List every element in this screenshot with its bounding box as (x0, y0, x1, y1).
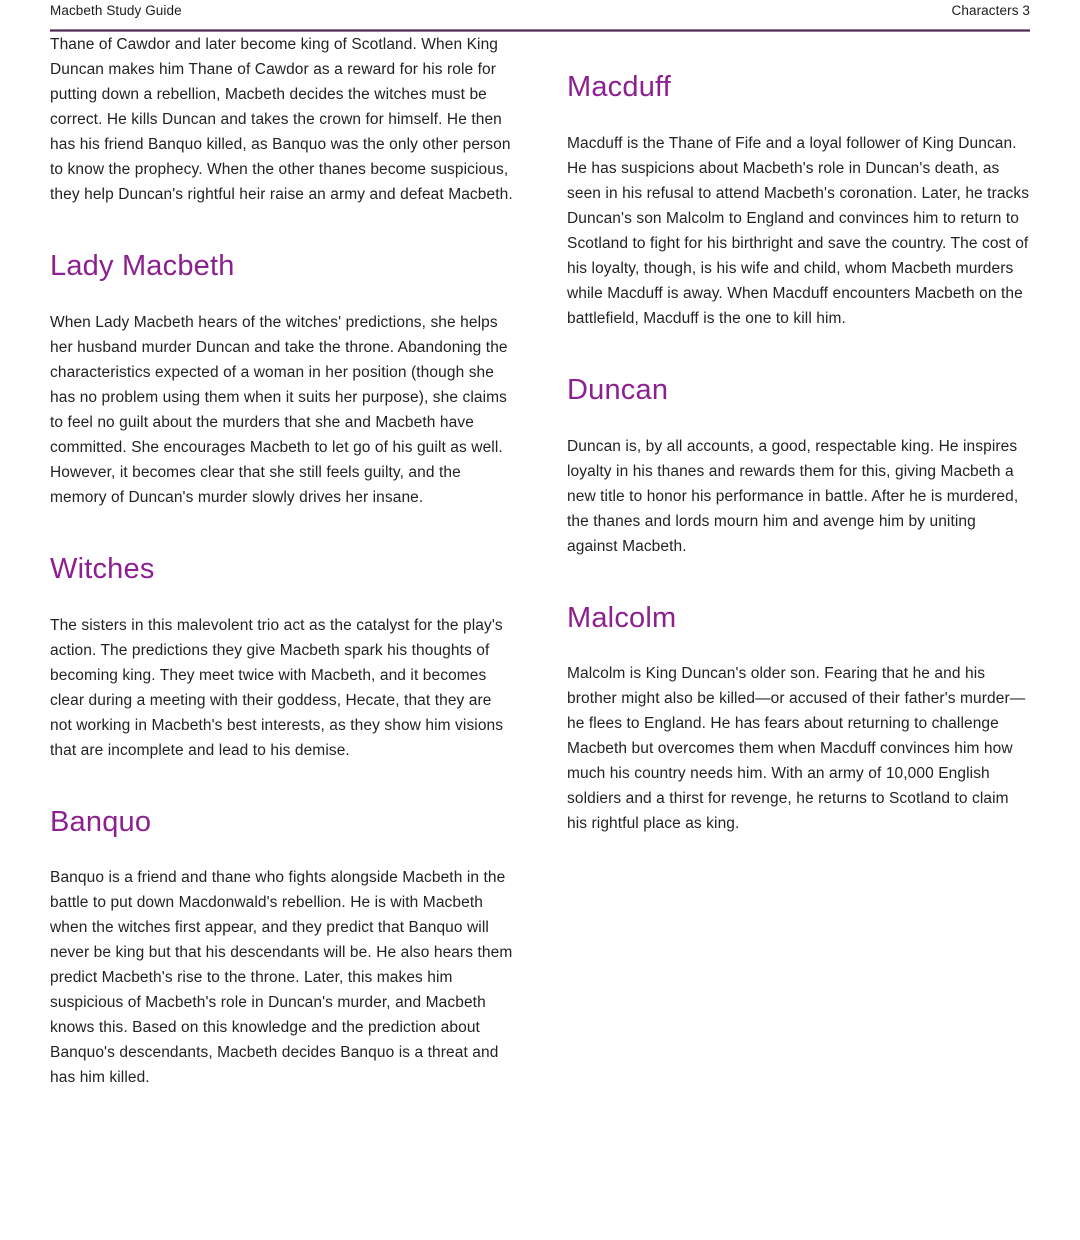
heading-duncan: Duncan (567, 373, 669, 406)
paragraph-witches: The sisters in this malevolent trio act as the catalyst for the play's action. The predictions they give Macbeth spark his thoughts of becoming king. They meet twice with Macbeth, and it becomes clear during a meeting with their goddess, Hecate, that they are not working in Macbeth's best interests, as they show him visions that are incomplete and lead to his demise. (50, 616, 504, 759)
heading-banquo: Banquo (50, 805, 152, 838)
paragraph-duncan: Duncan is, by all accounts, a good, respectable king. He inspires loyalty in his thanes and rewards them for this, giving Macbeth a new title to honor his performance in battle. After he is murdered, the thanes and lords mourn him and avenge him by uniting against Macbeth. (567, 437, 1019, 555)
heading-lady-macbeth: Lady Macbeth (50, 250, 235, 282)
paragraph-banquo: Banquo is a friend and thane who fights alongside Macbeth in the battle to put down Macdonwald's rebellion. He is with Macbeth when the witches first appear, and they predict that Banquo will never be king but that his descendants will be. He also hears them predict Macbeth's rise to the throne. Later, this makes him suspicious of Macbeth's role in Duncan's murder, and Macbeth knows this. Based on this knowledge and the prediction about Banquo's descendants, Macbeth decides Banquo is a threat and has him killed. (50, 869, 513, 1087)
macbeth-continuation-paragraph: Thane of Cawdor and later become king of Scotland. When King Duncan makes him Thane of Cawdor as a reward for his role for putting down a rebellion, Macbeth decides the witches must be correct. He kills Duncan and takes the crown for himself. He then has his friend Banquo killed, as Banquo was the only other person to know the prophecy. When the other thanes become suspicious, they help Duncan's rightful heir raise an army and defeat Macbeth. (50, 36, 513, 203)
heading-macduff: Macduff (567, 71, 672, 103)
running-header (50, 0, 1030, 18)
left-column (50, 32, 513, 1090)
right-column (567, 32, 1030, 836)
book-title: Macbeth Study Guide (50, 3, 182, 18)
paragraph-lady-macbeth: When Lady Macbeth hears of the witches' predictions, she helps her husband murder Duncan and take the throne. Abandoning the characteristics expected of a woman in her position (though she has no problem using them when it suits her purpose), she claims to feel no guilt about the murders that she and Macbeth have committed. She encourages Macbeth to let go of his guilt as well. However, it becomes clear that she still feels guilty, and the memory of Duncan's murder slowly drives her insane. (50, 313, 508, 506)
page-label: Characters 3 (951, 3, 1030, 18)
paragraph-malcolm: Malcolm is King Duncan's older son. Fearing that he and his brother might also be killed—or accused of their father's murder—he flees to England. He has fears about returning to challenge Macbeth but overcomes them when Macduff convinces him how much his country needs him. With an army of 10,000 English soldiers and a thirst for revenge, he returns to Scotland to claim his rightful place as king. (567, 665, 1026, 833)
paragraph-macduff: Macduff is the Thane of Fife and a loyal follower of King Duncan. He has suspicions about Macbeth's role in Duncan's death, as seen in his refusal to attend Macbeth's coronation. Later, he tracks Duncan's son Malcolm to England and convinces him to return to Scotland to fight for his birthright and save the country. The cost of his loyalty, though, is his wife and child, whom Macbeth murders while Macduff is away. When Macduff encounters Macbeth on the battlefield, Macduff is the one to kill him. (567, 134, 1030, 327)
heading-malcolm: Malcolm (567, 601, 677, 634)
two-column-layout (50, 32, 1030, 1090)
heading-witches: Witches (50, 552, 155, 585)
